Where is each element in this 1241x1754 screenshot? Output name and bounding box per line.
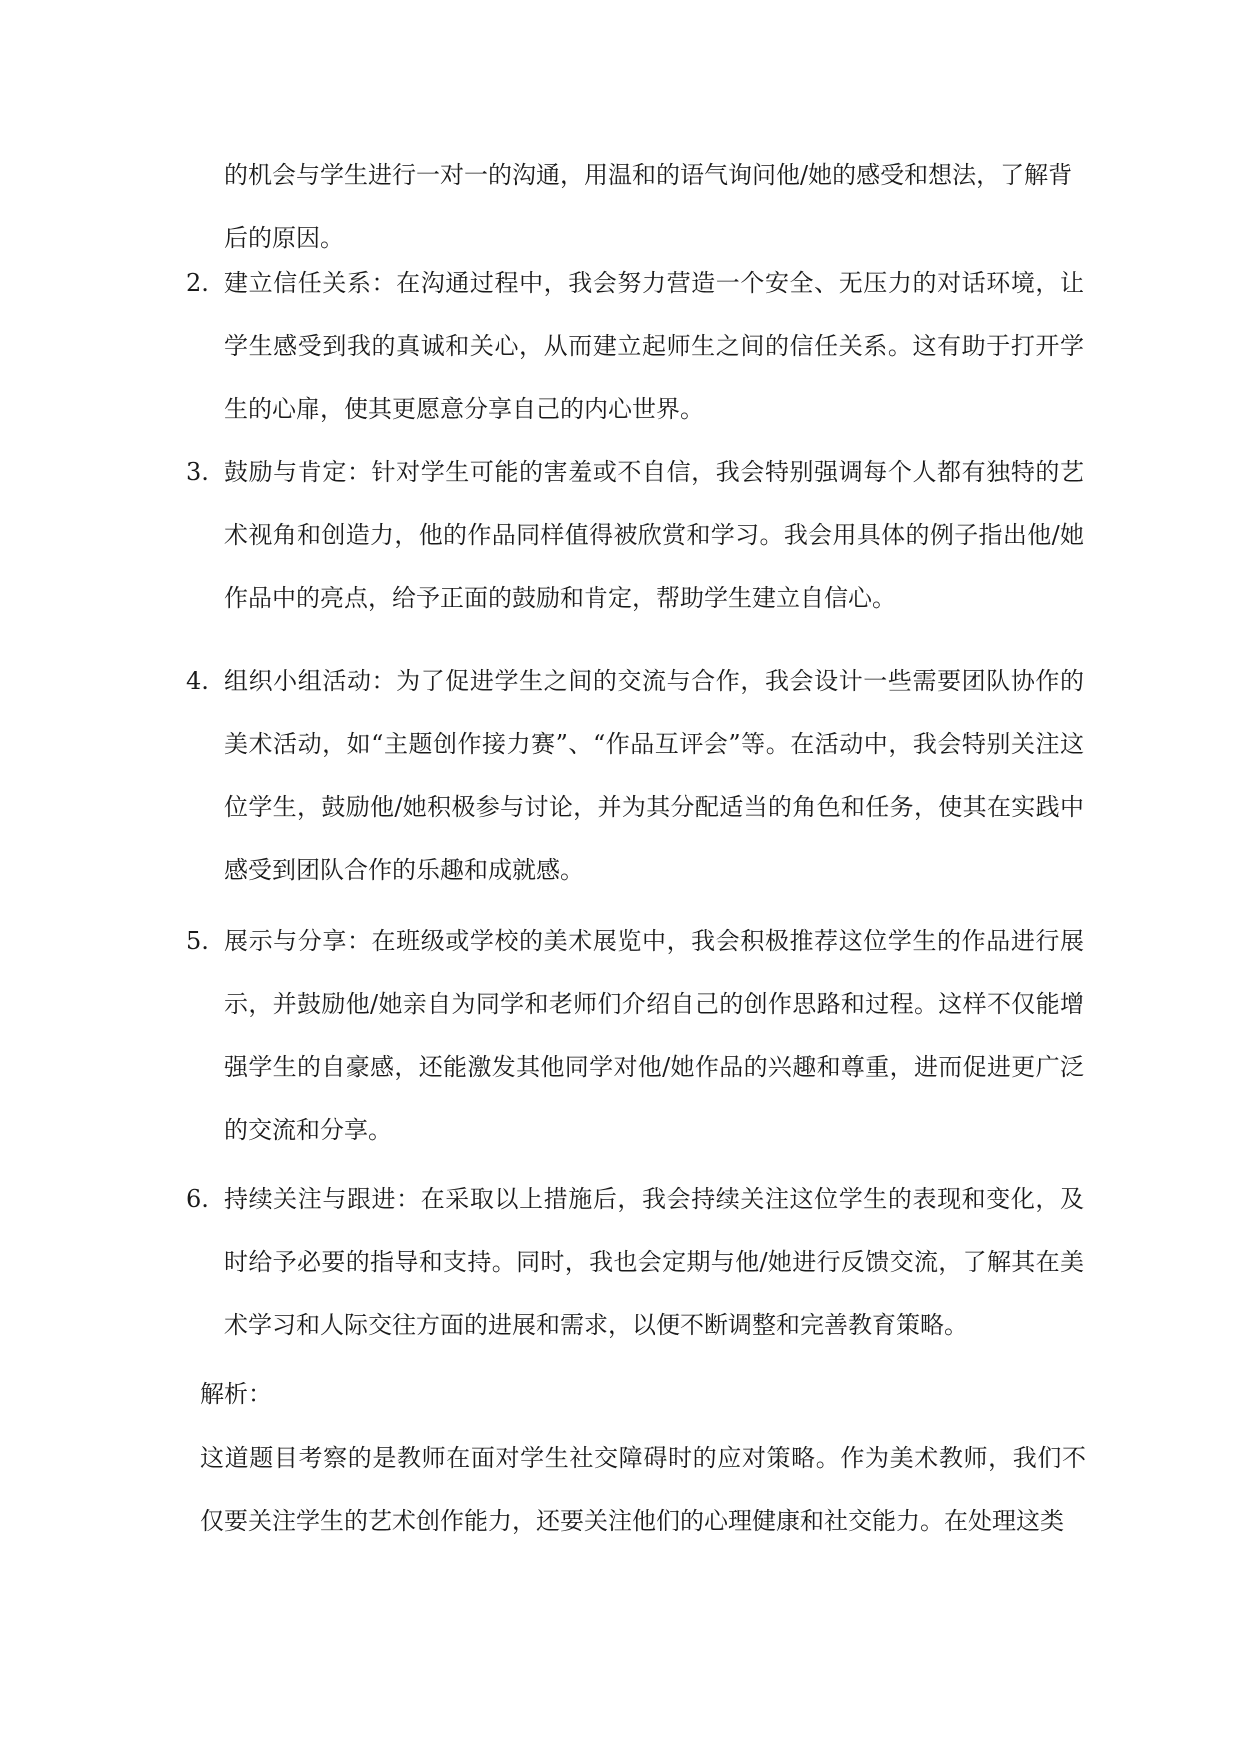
list-item-text [224, 252, 1084, 441]
list-item-body: 在沟通过程中，我会努力营造一个安全、无压力的对话环境，让学生感受到我的真诚和关心，从而建立起师生之间的信任关系。这有助于打开学生的心扉，使其更愿意分享自己的内心世界。 [224, 269, 1085, 423]
list-item-body: 针对学生可能的害羞或不自信，我会特别强调每个人都有独特的艺术视角和创造力，他的作品同样值得被欣赏和学习。我会用具体的例子指出他/她作品中的亮点，给予正面的鼓励和肯定，帮助学生建立自信心。 [224, 458, 1084, 612]
list-item-text [224, 441, 1084, 630]
list-item-body: 为了促进学生之间的交流与合作，我会设计一些需要团队协作的美术活动，如“主题创作接力赛”、“作品互评会”等。在活动中，我会特别关注这位学生，鼓励他/她积极参与讨论，并为其分配适当的角色和任务，使其在实践中感受到团队合作的乐趣和成就感。 [224, 667, 1085, 884]
list-item-heading: 持续关注与跟进： [224, 1185, 421, 1213]
list-item-body: 在班级或学校的美术展览中，我会积极推荐这位学生的作品进行展示，并鼓励他/她亲自为同学和老师们介绍自己的创作思路和过程。这样不仅能增强学生的自豪感，还能激发其他同学对他/她作品的兴趣和尊重，进而促进更广泛的交流和分享。 [224, 927, 1084, 1144]
list-item-body: 在采取以上措施后，我会持续关注这位学生的表现和变化，及时给予必要的指导和支持。同时，我也会定期与他/她进行反馈交流，了解其在美术学习和人际交往方面的进展和需求，以便不断调整和完善教育策略。 [224, 1185, 1085, 1339]
list-item-heading: 展示与分享： [224, 927, 372, 955]
list-number: 2. [186, 269, 209, 297]
analysis-paragraph: 这道题目考察的是教师在面对学生社交障碍时的应对策略。作为美术教师，我们不仅要关注学生的艺术创作能力，还要关注他们的心理健康和社交能力。在处理这类 [200, 1444, 1086, 1535]
list-number: 6. [186, 1185, 209, 1213]
list-item-heading: 建立信任关系： [224, 269, 397, 297]
list-number: 4. [186, 667, 209, 695]
list-item-text [224, 1168, 1084, 1357]
list-item-heading: 鼓励与肯定： [224, 458, 372, 486]
list-number: 3. [186, 458, 209, 486]
continuation-paragraph: 的机会与学生进行一对一的沟通，用温和的语气询问他/她的感受和想法，了解背后的原因。 [224, 161, 1073, 252]
list-item-text [224, 910, 1084, 1162]
list-item-heading: 组织小组活动： [224, 667, 397, 695]
list-item-text [224, 650, 1084, 902]
list-number: 5. [186, 927, 209, 955]
analysis-label: 解析： [200, 1380, 272, 1408]
